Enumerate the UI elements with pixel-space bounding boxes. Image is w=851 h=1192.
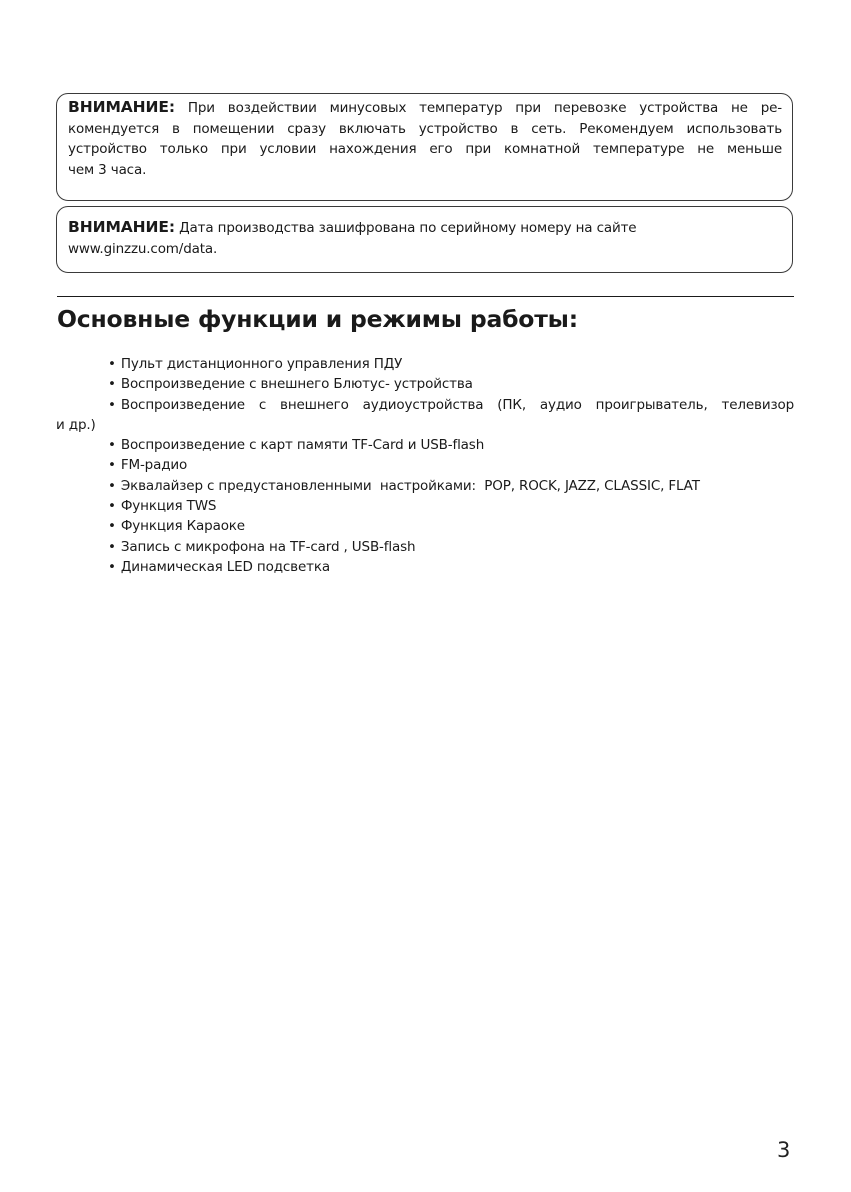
page-number: 3: [777, 1138, 791, 1162]
notice-line: комендуется в помещении сразу включать устройство в сеть. Рекомендуем использовать: [68, 120, 782, 137]
notice-line: чем 3 часа.: [68, 161, 147, 178]
warning-box-temperature: [56, 93, 793, 201]
feature-text: Воспроизведение с карт памяти TF-Card и USB-flash: [120, 437, 485, 454]
feature-text: Пульт дистанционного управления ПДУ: [120, 356, 403, 372]
feature-text: Динамическая LED подсветка: [120, 558, 330, 575]
warning-box-production-date: [56, 206, 793, 273]
feature-text: Эквалайзер с предустановленными настройками: POP, ROCK, JAZZ, CLASSIC, FLAT: [120, 477, 700, 494]
warning-label: ВНИМАНИЕ:: [68, 98, 176, 116]
notice-line: [68, 97, 782, 119]
feature-item: [108, 354, 794, 374]
notice-text: При воздействии минусовых температур при перевозке устройства не ре-: [175, 100, 782, 116]
feature-item: [108, 374, 794, 394]
bullet-icon: •: [108, 437, 116, 454]
feature-text: Запись с микрофона на TF-card , USB-flash: [120, 538, 416, 555]
feature-text: Воспроизведение с внешнего аудиоустройства (ПК, аудио проигрыватель, телевизор: [120, 396, 794, 413]
bullet-icon: •: [108, 376, 116, 393]
feature-line: и др.): [56, 416, 96, 433]
feature-text: Воспроизведение с внешнего Блютус- устройства: [120, 376, 473, 393]
bullet-icon: •: [108, 518, 116, 535]
feature-text: Функция Караоке: [120, 518, 245, 535]
feature-item: [56, 395, 794, 436]
notice-line: www.ginzzu.com/data.: [68, 240, 218, 257]
section-divider: [57, 296, 794, 297]
feature-item: [108, 516, 794, 536]
bullet-icon: •: [108, 538, 116, 555]
bullet-icon: •: [108, 356, 116, 372]
feature-text: Функция TWS: [120, 498, 217, 515]
notice-line: устройство только при условии нахождения его при комнатной температуре не меньше: [68, 141, 782, 157]
bullet-icon: •: [108, 457, 116, 474]
feature-item: [108, 435, 794, 455]
feature-text: FM-радио: [120, 457, 188, 474]
feature-item: [108, 496, 794, 516]
bullet-icon: •: [108, 558, 116, 575]
section-heading: Основные функции и режимы работы:: [57, 305, 578, 333]
feature-item: [108, 455, 794, 475]
feature-item: [108, 537, 794, 557]
bullet-icon: •: [108, 477, 116, 494]
bullet-icon: •: [108, 498, 116, 515]
bullet-icon: •: [108, 396, 116, 413]
notice-line: [68, 217, 782, 239]
feature-item: [108, 476, 794, 496]
warning-label: ВНИМАНИЕ:: [68, 218, 176, 236]
feature-list: [56, 354, 794, 577]
notice-text: Дата производства зашифрована по серийному номеру на сайте: [175, 220, 637, 236]
feature-line: [108, 395, 794, 415]
feature-item: [108, 557, 794, 577]
